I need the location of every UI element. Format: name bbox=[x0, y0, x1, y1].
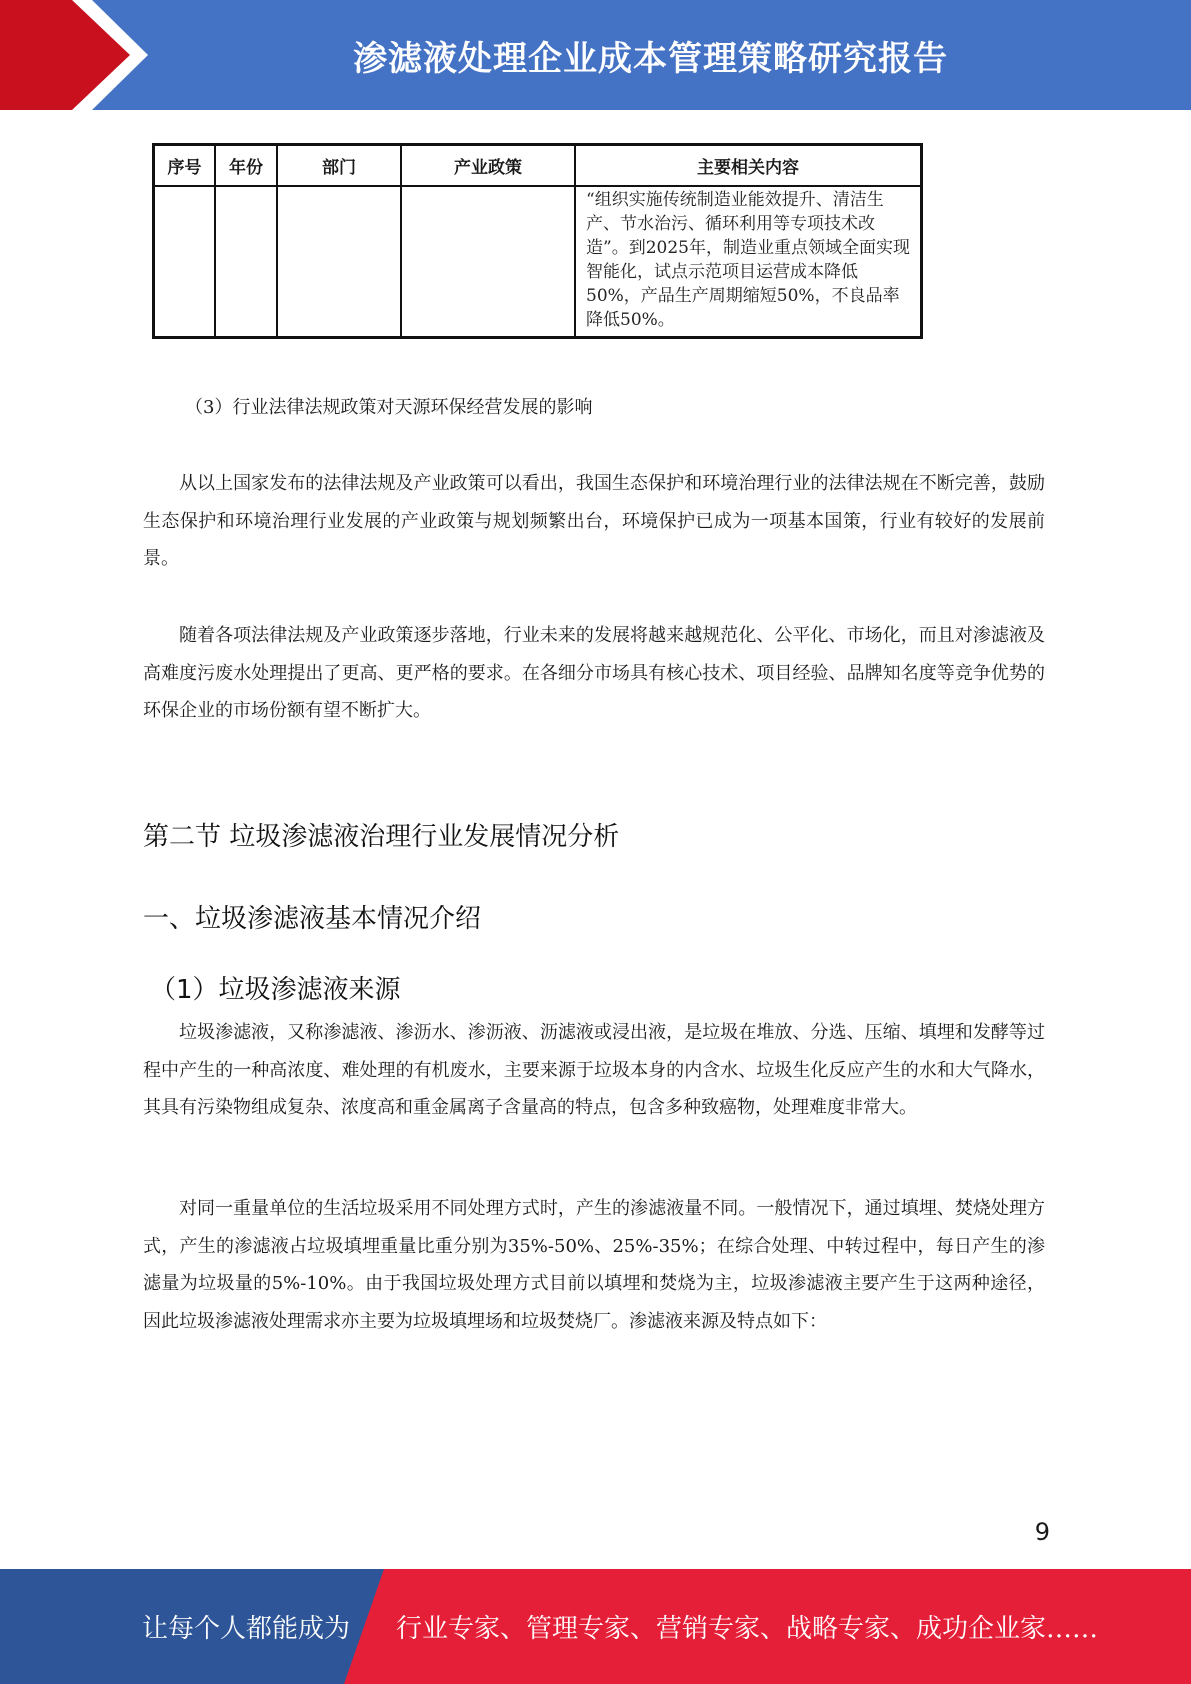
table-header-seq: 序号 bbox=[154, 145, 216, 187]
table-cell-department bbox=[277, 186, 401, 338]
policy-table bbox=[152, 143, 923, 339]
heading-basic-intro: 一、垃圾渗滤液基本情况介绍 bbox=[143, 904, 482, 934]
footer-slogan-right: 行业专家、管理专家、营销专家、战略专家、成功企业家…… bbox=[396, 1614, 1099, 1644]
heading-leachate-source: （1）垃圾渗滤液来源 bbox=[150, 975, 401, 1005]
table-header-year: 年份 bbox=[215, 145, 277, 187]
paragraph-3: 垃圾渗滤液，又称渗滤液、渗沥水、渗沥液、沥滤液或浸出液，是垃圾在堆放、分选、压缩、填埋和发酵等过程中产生的一种高浓度、难处理的有机废水，主要来源于垃圾本身的内含水、垃圾生化反应产生的水和大气降水，其具有污染物组成复杂、浓度高和重金属离子含量高的特点，包含多种致癌物，处理难度非常大。 bbox=[143, 1022, 1045, 1118]
section-heading: 第二节 垃圾渗滤液治理行业发展情况分析 bbox=[143, 822, 620, 852]
table-header-department: 部门 bbox=[277, 145, 401, 187]
paragraph-1: 从以上国家发布的法律法规及产业政策可以看出，我国生态保护和环境治理行业的法律法规在不断完善，鼓励生态保护和环境治理行业发展的产业政策与规划频繁出台，环境保护已成为一项基本国策，行业有较好的发展前景。 bbox=[143, 473, 1045, 569]
table-row bbox=[154, 186, 922, 338]
table-header-policy: 产业政策 bbox=[401, 145, 575, 187]
footer-slogan-left: 让每个人都能成为 bbox=[142, 1614, 351, 1644]
subsection-3-heading: （3）行业法律法规政策对天源环保经营发展的影响 bbox=[185, 397, 593, 418]
page-number: 9 bbox=[1034, 1518, 1050, 1546]
header-banner bbox=[0, 0, 1191, 110]
table-cell-seq bbox=[154, 186, 216, 338]
table-header-row bbox=[154, 145, 922, 187]
header-title: 渗滤液处理企业成本管理策略研究报告 bbox=[353, 38, 948, 79]
table-cell-year bbox=[215, 186, 277, 338]
header-arrow-decoration bbox=[0, 0, 160, 110]
footer-banner bbox=[0, 1569, 1191, 1684]
paragraph-2: 随着各项法律法规及产业政策逐步落地，行业未来的发展将越来越规范化、公平化、市场化，而且对渗滤液及高难度污废水处理提出了更高、更严格的要求。在各细分市场具有核心技术、项目经验、品牌知名度等竞争优势的环保企业的市场份额有望不断扩大。 bbox=[143, 625, 1045, 721]
table-cell-policy bbox=[401, 186, 575, 338]
table-header-content: 主要相关内容 bbox=[575, 145, 922, 187]
table-cell-content: “组织实施传统制造业能效提升、清洁生产、节水治污、循环利用等专项技术改造”。到2025年，制造业重点领域全面实现智能化，试点示范项目运营成本降低50%，产品生产周期缩短50%，不良品率降低50%。 bbox=[575, 186, 922, 338]
paragraph-4: 对同一重量单位的生活垃圾采用不同处理方式时，产生的渗滤液量不同。一般情况下，通过填埋、焚烧处理方式，产生的渗滤液占垃圾填埋重量比重分别为35%-50%、25%-35%；在综合处理、中转过程中，每日产生的渗滤量为垃圾量的5%-10%。由于我国垃圾处理方式目前以填埋和焚烧为主，垃圾渗滤液主要产生于这两种途径，因此垃圾渗滤液处理需求亦主要为垃圾填埋场和垃圾焚烧厂。渗滤液来源及特点如下： bbox=[143, 1198, 1045, 1332]
